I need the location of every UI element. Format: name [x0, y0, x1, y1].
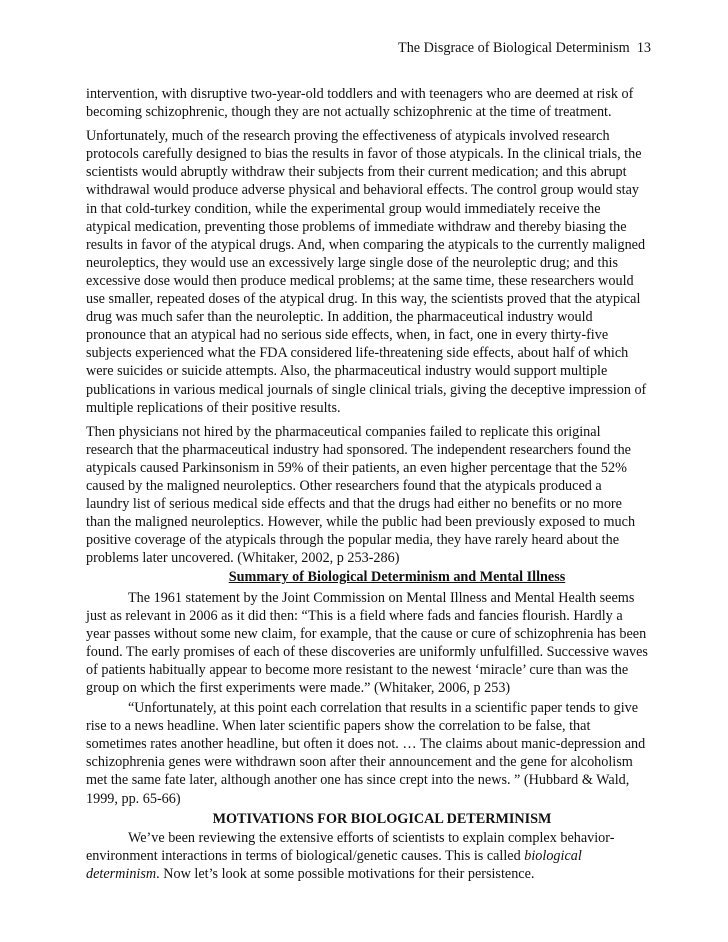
running-header: [398, 39, 651, 57]
section-heading-summary: Summary of Biological Determinism and Mental Illness: [228, 569, 566, 586]
page-number: 13: [636, 40, 651, 56]
running-title: The Disgrace of Biological Determinism: [398, 40, 630, 56]
document-body: [86, 85, 648, 885]
motivations-text-part1: We’ve been reviewing the extensive efforts of scientists to explain complex behavior-environment interactions in terms of biological/genetic causes. This is called: [86, 829, 615, 864]
motivations-emphasis: biological determinism: [86, 847, 582, 882]
paragraph-hubbard-quote: “Unfortunately, at this point each correlation that results in a scientific paper tends to give rise to a news headline. When later scientific papers show the correlation to be false, that sometimes rates another headline, but often it does not. … The claims about manic-depression and schizophrenia genes were withdrawn soon after their announcement and the gene for alcoholism met the same fate later, although another one has since crept into the news. ” (Hubbard & Wald, 1999, pp. 65-66): [86, 700, 646, 807]
motivations-text-part2: . Now let’s look at some possible motivations for their persistence.: [156, 865, 535, 882]
paragraph-independent-research: Then physicians not hired by the pharmaceutical companies failed to replicate this original research that the pharmaceutical industry had sponsored. The independent researchers found the atypicals caused Parkinsonism in 59% of their patients, an even higher percentage that the 52% caused by the maligned neuroleptics. Other researchers found that the atypicals produced a laundry list of serious medical side effects and that the drugs had either no benefits or no more than the maligned neuroleptics. However, while the public had been previously exposed to much positive coverage of the atypicals through the popular media, they have rarely heard about the problems later uncovered. (Whitaker, 2002, p 253-286): [86, 423, 636, 567]
paragraph-research-bias: Unfortunately, much of the research proving the effectiveness of atypicals involved research protocols carefully designed to bias the results in favor of those atypicals. In the clinical trials, the scientists would abruptly withdraw their subjects from their current medication; and this abrupt withdrawal would produce adverse physical and behavioral effects. The control group would stay in that cold-turkey condition, while the experimental group would immediately receive the atypical medication, preventing those problems of immediate withdraw and thereby biasing the results in favor of the atypical drugs. And, when comparing the atypicals to the currently maligned neuroleptics, they would use an excessively large single dose of the neuroleptic drug; and this excessive dose would then produce medical problems; at the same time, these researchers would use smaller, repeated doses of the atypical drug. In this way, the scientists proved that the atypical drug was much safer than the neuroleptic. In addition, the pharmaceutical industry would pronounce that an atypical had no serious side effects, when, in fact, one in every thirty-five subjects experienced what the FDA considered life-threatening side effects, about half of which were suicides or suicide attempts. Also, the pharmaceutical industry would support multiple publications in various medical journals of single clinical trials, giving the deceptive impression of multiple replications of their positive results.: [86, 128, 647, 416]
paragraph-motivations-intro: [86, 829, 648, 883]
paragraph-joint-commission: The 1961 statement by the Joint Commission on Mental Illness and Mental Health seems just as relevant in 2006 as it did then: “This is a field where fads and fancies flourish. Hardly a year passes without some new claim, for example, that the cause or cure of schizophrenia has been found. The early promises of each of these discoveries are uniformly unfulfilled. Successive waves of patients habitually appear to become more resistant to the newest ‘miracle’ cure than was the group on which the first experiments were made.” (Whitaker, 2006, p 253): [86, 589, 648, 696]
section-heading-motivations: MOTIVATIONS FOR BIOLOGICAL DETERMINISM: [212, 810, 552, 827]
paragraph-continuation: intervention, with disruptive two-year-old toddlers and with teenagers who are deemed at risk of becoming schizophrenic, though they are not actually schizophrenic at the time of treatment.: [86, 86, 634, 121]
